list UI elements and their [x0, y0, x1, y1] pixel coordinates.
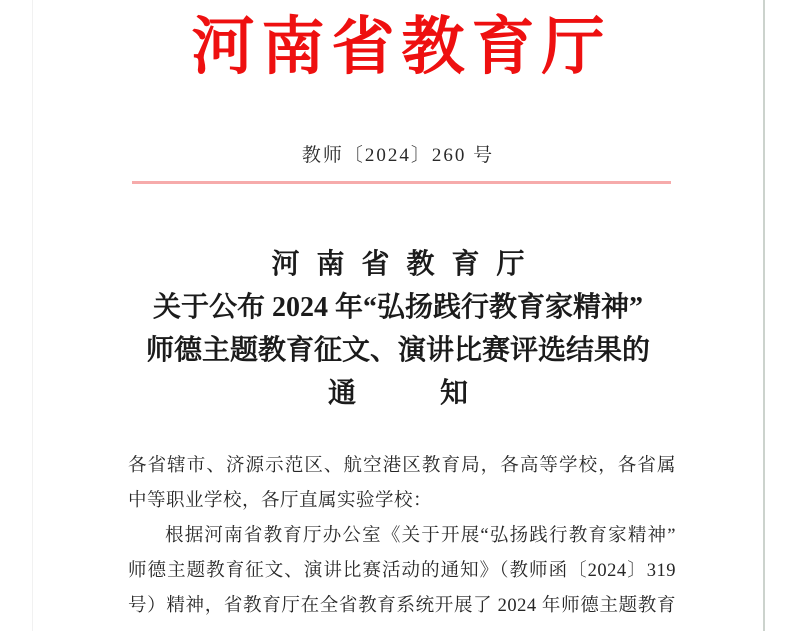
document-number: 教师〔2024〕260 号	[301, 145, 495, 166]
paragraph-line-1: 根据河南省教育厅办公室《关于开展“弘扬践行教育家精神”	[165, 526, 676, 546]
paragraph-line-2: 师德主题教育征文、演讲比赛活动的通知》（教师函〔2024〕319	[128, 561, 676, 581]
notice-body	[128, 449, 676, 624]
agency-letterhead: 河南省教育厅	[191, 12, 612, 82]
addressee-line-2: 中等职业学校，各厅直属实验学校：	[128, 491, 433, 511]
red-divider-line	[132, 181, 671, 184]
notice-title-line-2: 关于公布 2024 年“弘扬践行教育家精神”	[152, 292, 643, 323]
paragraph-line-3: 号）精神，省教育厅在全省教育系统开展了 2024 年师德主题教育	[128, 596, 676, 616]
notice-title-line-1: 河南省教育厅	[271, 249, 542, 280]
notice-title-line-4: 通 知	[327, 378, 468, 409]
addressee-line-1: 各省辖市、济源示范区、航空港区教育局，各高等学校，各省属	[128, 456, 676, 476]
notice-title	[33, 243, 763, 415]
notice-title-line-3: 师德主题教育征文、演讲比赛评选结果的	[145, 335, 650, 366]
document-page	[32, 0, 765, 631]
